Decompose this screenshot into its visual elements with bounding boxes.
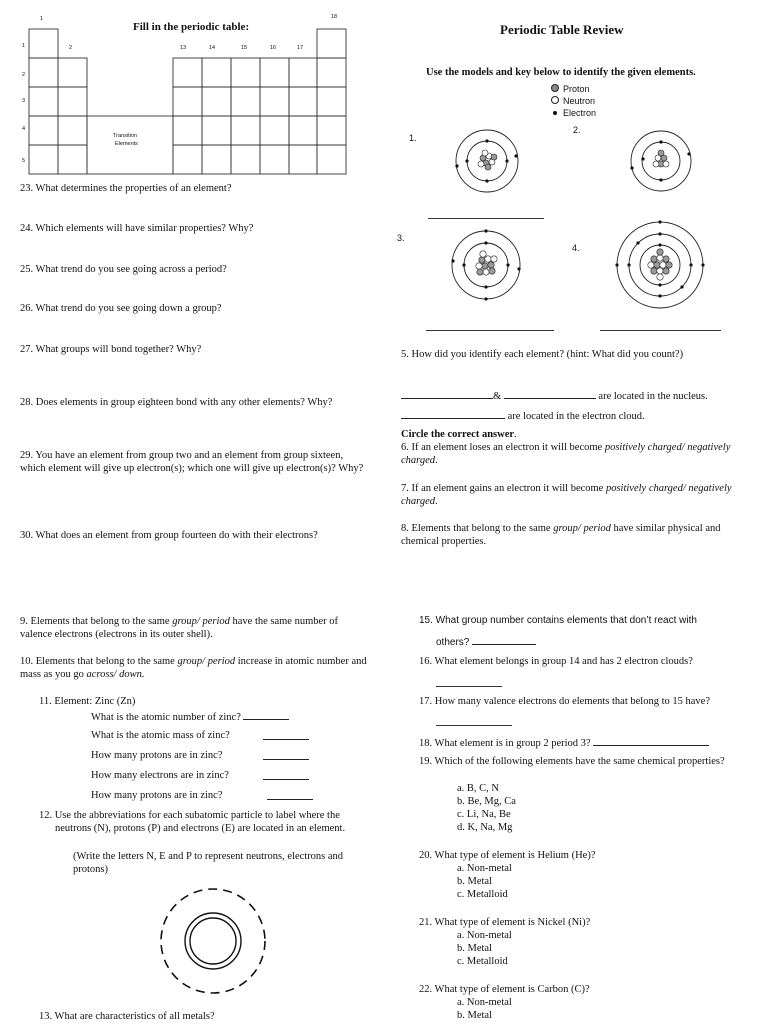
q19-option-b[interactable]: b. Be, Mg, Ca	[457, 796, 516, 807]
q8-choice[interactable]: group/ period	[553, 523, 611, 534]
group-number-17: 17	[297, 45, 304, 51]
key-neutron: Neutron	[551, 95, 596, 107]
nucleus-blank-2[interactable]	[504, 388, 596, 399]
period-number-1: 1	[22, 43, 26, 49]
q11-blank-5[interactable]	[267, 789, 313, 800]
q10-choice-2[interactable]: across/ down.	[86, 669, 145, 681]
model-label-4: 4.	[572, 243, 580, 253]
period-number-3: 3	[22, 98, 26, 104]
q6-choice[interactable]: positively charged/ negatively charged	[401, 442, 731, 467]
q19-options	[433, 782, 516, 834]
circle-heading: Circle the correct answer.	[401, 429, 517, 440]
q11-blank-4[interactable]	[263, 769, 309, 780]
answer-line-model-3[interactable]	[426, 330, 554, 331]
question-15-continued: others?	[436, 634, 536, 650]
proton-icon	[551, 84, 559, 92]
q11-item-4: How many electrons are in zinc?	[91, 770, 229, 781]
transition-label-line2: Elements	[115, 141, 138, 147]
q7-choice[interactable]: positively charged/ negatively charged	[401, 483, 732, 508]
group-number-16: 16	[270, 45, 277, 51]
atom-model-1	[452, 126, 522, 196]
question-15: 15. What group number contains elements that don’t react with	[419, 615, 697, 626]
model-label-2: 2.	[573, 125, 581, 135]
q10-choice[interactable]: group/ period	[177, 656, 236, 667]
group-number-15: 15	[241, 45, 248, 51]
q21-option-b[interactable]: b. Metal	[457, 943, 492, 954]
question-18: 18. What element is in group 2 period 3?	[419, 735, 709, 750]
q20-option-a[interactable]: a. Non-metal	[457, 863, 512, 874]
model-label-1: 1.	[409, 133, 417, 143]
q11-blank-3[interactable]	[263, 749, 309, 760]
q16-blank[interactable]	[436, 686, 502, 687]
group-number-1: 1	[40, 16, 44, 22]
key-electron: Electron	[551, 107, 596, 119]
group-number-2: 2	[69, 45, 73, 51]
q22-option-a[interactable]: a. Non-metal	[457, 997, 512, 1008]
key-legend	[551, 83, 596, 119]
q11-item-3: How many protons are in zinc?	[91, 750, 223, 761]
q11-blank-2[interactable]	[263, 729, 309, 740]
question-5: 5. How did you identify each element? (hint: What did you count?)	[401, 349, 684, 360]
q11-item-5: How many protons are in zinc?	[91, 790, 223, 801]
q22-option-b[interactable]: b. Metal	[457, 1010, 492, 1021]
question-25: 25. What trend do you see going across a period?	[20, 264, 227, 275]
page-title: Periodic Table Review	[500, 22, 624, 37]
question-6: 6. If an element loses an electron it will become positively charged/ negatively charged.	[401, 442, 731, 467]
neutron-icon	[551, 96, 559, 104]
question-29: 29. You have an element from group two and an element from group sixteen, which element will give up electron(s); which one will give up electron(s)? Why?	[20, 450, 364, 475]
periodic-table-title: Fill in the periodic table:	[133, 21, 250, 33]
q17-blank[interactable]	[436, 725, 512, 726]
q21-option-a[interactable]: a. Non-metal	[457, 930, 512, 941]
key-proton: Proton	[551, 83, 596, 95]
q15-blank[interactable]	[472, 634, 536, 645]
question-16: 16. What element belongs in group 14 and has 2 electron clouds?	[419, 656, 693, 667]
question-10: 10. Elements that belong to the same group/ period increase in atomic number and mass as you go across/ down.	[20, 656, 367, 681]
question-23: 23. What determines the properties of an element?	[20, 183, 232, 194]
question-20: 20. What type of element is Helium (He)?	[419, 850, 596, 861]
group-number-14: 14	[209, 45, 216, 51]
question-7: 7. If an element gains an electron it will become positively charged/ negatively charged.	[401, 483, 732, 508]
question-9: 9. Elements that belong to the same group/ period have the same number of valence electrons (electrons in its outer shell).	[20, 616, 339, 641]
question-27: 27. What groups will bond together? Why?	[20, 344, 202, 355]
period-number-2: 2	[22, 72, 26, 78]
question-13: 13. What are characteristics of all metals?	[39, 1011, 215, 1022]
q20-option-b[interactable]: b. Metal	[457, 876, 492, 887]
group-number-18: 18	[331, 14, 338, 20]
atom-label-diagram[interactable]	[157, 885, 269, 997]
cloud-statement: are located in the electron cloud.	[401, 408, 645, 423]
q18-blank[interactable]	[593, 735, 709, 746]
question-19: 19. Which of the following elements have the same chemical properties?	[419, 756, 725, 767]
q22-options	[433, 996, 512, 1022]
q19-option-d[interactable]: d. K, Na, Mg	[457, 822, 513, 833]
models-instruction: Use the models and key below to identify the given elements.	[426, 67, 696, 78]
answer-line-model-4[interactable]	[600, 330, 721, 331]
q20-options	[433, 862, 512, 901]
answer-line-model-1[interactable]	[428, 218, 544, 219]
question-8: 8. Elements that belong to the same group/ period have similar physical and chemical properties.	[401, 523, 721, 548]
q11-item-2: What is the atomic mass of zinc?	[91, 730, 230, 741]
period-number-5: 5	[22, 158, 26, 164]
question-17: 17. How many valence electrons do elements that belong to 15 have?	[419, 696, 710, 707]
question-12-note: (Write the letters N, E and P to represent neutrons, electrons and protons)	[73, 851, 344, 876]
nucleus-blank-1[interactable]	[401, 388, 493, 399]
q21-option-c[interactable]: c. Metalloid	[457, 956, 508, 967]
cloud-blank[interactable]	[401, 408, 505, 419]
group-number-13: 13	[180, 45, 187, 51]
atom-model-3	[448, 227, 524, 303]
q19-option-c[interactable]: c. Li, Na, Be	[457, 809, 511, 820]
atom-model-2	[626, 126, 696, 196]
model-label-3: 3.	[397, 233, 405, 243]
q21-options	[433, 929, 512, 968]
question-12: 12. Use the abbreviations for each subatomic particle to label where the neutrons (N), protons (P) and electrons (E) are located in an element.	[39, 810, 346, 835]
question-30: 30. What does an element from group fourteen do with their electrons?	[20, 530, 318, 541]
electron-icon	[553, 111, 557, 115]
question-26: 26. What trend do you see going down a group?	[20, 303, 222, 314]
q11-item-1: What is the atomic number of zinc?	[91, 709, 289, 724]
question-21: 21. What type of element is Nickel (Ni)?	[419, 917, 591, 928]
nucleus-statement: & are located in the nucleus.	[401, 388, 708, 403]
question-22: 22. What type of element is Carbon (C)?	[419, 984, 590, 995]
question-11-title: 11. Element: Zinc (Zn)	[39, 696, 136, 707]
period-number-4: 4	[22, 126, 26, 132]
question-24: 24. Which elements will have similar properties? Why?	[20, 223, 254, 234]
transition-label-line1: Transition	[113, 133, 137, 139]
question-28: 28. Does elements in group eighteen bond with any other elements? Why?	[20, 397, 333, 408]
q20-option-c[interactable]: c. Metalloid	[457, 889, 508, 900]
q9-choice[interactable]: group/ period	[172, 616, 230, 627]
periodic-table-grid[interactable]	[25, 25, 365, 175]
q19-option-a[interactable]: a. B, C, N	[457, 783, 499, 794]
atom-model-4	[614, 219, 706, 311]
q11-blank-1[interactable]	[243, 709, 289, 720]
